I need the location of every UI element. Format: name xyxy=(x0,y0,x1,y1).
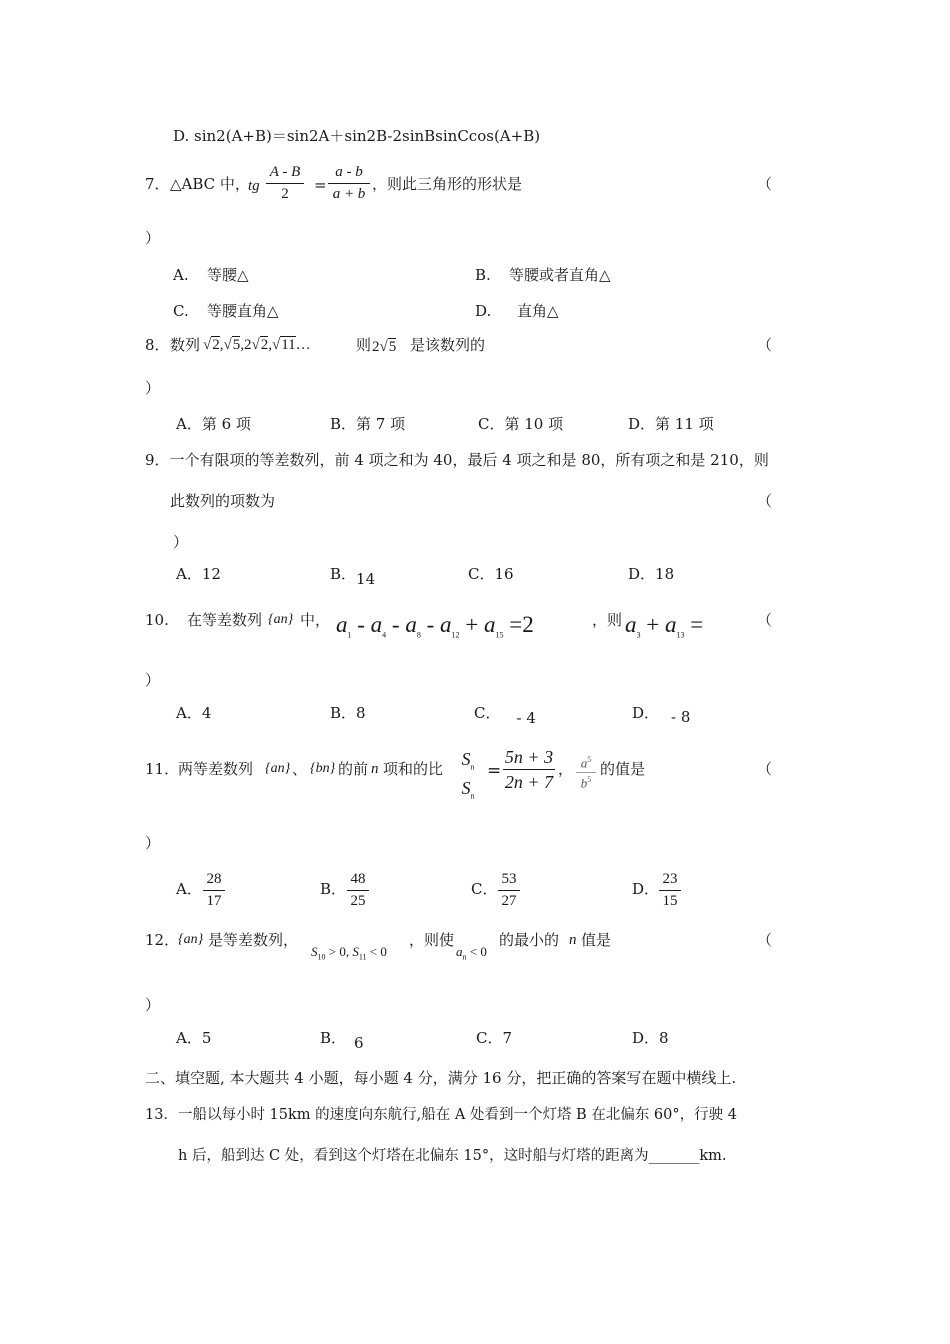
q12-option-b: B． 6 xyxy=(320,1029,364,1052)
q11-equals: = xyxy=(487,761,502,781)
q7-frac1-num: A - B xyxy=(269,164,301,180)
q11-stem-mid: 的前 xyxy=(338,760,369,778)
q7-fraction-2 xyxy=(328,165,370,202)
q9-line-2: 此数列的项数为 xyxy=(170,492,276,510)
q12-paren-open: （ xyxy=(757,931,773,949)
q8-then: 则 xyxy=(356,336,372,354)
q11-stem-mid2: 项和的比 xyxy=(383,760,444,778)
q7-option-b-label: B. xyxy=(475,266,491,284)
q8-sequence: √2,√5,2√2,√11… xyxy=(203,337,311,353)
q13-line-2: h 后，船到达 C 处，看到这个灯塔在北偏东 15°，这时船与灯塔的距离为_______km. xyxy=(178,1148,727,1164)
section-2-heading: 二、填空题, 本大题共 4 小题，每小题 4 分，满分 16 分，把正确的答案写在题中横线上. xyxy=(145,1069,737,1087)
q9-option-b: B．14 xyxy=(330,565,376,588)
q11-option-d-label: D． xyxy=(632,880,660,898)
q7-equals: = xyxy=(314,176,327,194)
q7-paren-close: ） xyxy=(145,229,161,247)
q11-n: n xyxy=(371,761,379,777)
q12-seq: {an} xyxy=(178,932,204,947)
q11-option-c-fraction: 53 27 xyxy=(498,872,520,909)
q8-stem-pre: 数列 xyxy=(170,336,201,354)
q12-cond-2: $a_n < 0$ xyxy=(456,944,487,962)
q12-option-d: D．8 xyxy=(632,1029,669,1047)
q7-stem-pre: △ABC 中， xyxy=(170,175,250,193)
q10-paren-open: （ xyxy=(757,611,773,629)
q11-seq-a: {an} xyxy=(265,761,291,776)
q10-stem-mid: 中， xyxy=(300,611,331,629)
q11-option-c-label: C． xyxy=(471,880,498,898)
q11-option-a-label: A． xyxy=(176,880,202,898)
q10-option-a: A．4 xyxy=(176,704,212,722)
q10-seq-name: {an} xyxy=(268,612,294,627)
q7-option-a-text: 等腰△ xyxy=(207,266,249,284)
q12-n: n xyxy=(569,932,577,948)
q12-number: 12． xyxy=(145,931,180,949)
q7-paren-open: （ xyxy=(757,175,773,193)
q7-option-d-label: D. xyxy=(475,302,492,320)
q11-paren-open: （ xyxy=(757,760,773,778)
q11-seq-b: {bn} xyxy=(310,761,336,776)
q12-stem-end: 值是 xyxy=(581,931,612,949)
q6-option-d: D. sin2(A+B)＝sin2A＋sin2B-2sinBsinCcos(A+B) xyxy=(173,127,541,145)
q7-stem-post: ，则此三角形的形状是 xyxy=(372,175,523,193)
q7-tg: tg xyxy=(248,178,260,194)
q11-ab: $a^5$ $b^5$ xyxy=(576,756,596,790)
q11-ratio: $S_n$ $S_n$ xyxy=(461,749,475,801)
q10-number: 10. xyxy=(145,611,169,629)
q7-option-d-text: 直角△ xyxy=(517,302,559,320)
q11-option-d-fraction: 23 15 xyxy=(659,872,681,909)
q8-stem-post: 是该数列的 xyxy=(410,336,486,354)
q11-paren-close: ） xyxy=(145,834,161,852)
q10-ask: $a_3 + a_{13}$ = xyxy=(625,612,704,640)
q12-then: ，则使 xyxy=(409,931,455,949)
q10-stem-pre: 在等差数列 xyxy=(187,611,263,629)
q7-option-a-label: A. xyxy=(173,266,189,284)
q11-stem-pre: 两等差数列 xyxy=(178,760,254,778)
q12-stem-pre: 是等差数列， xyxy=(208,931,299,949)
q11-comma: ， xyxy=(558,760,574,778)
q8-paren-close: ） xyxy=(145,379,161,397)
q11-option-a-fraction: 28 17 xyxy=(203,872,225,909)
q9-line-1: 9．一个有限项的等差数列，前 4 项之和为 40，最后 4 项之和是 80，所有项之和是 210，则 xyxy=(145,451,769,469)
q12-paren-close: ） xyxy=(145,996,161,1014)
q7-frac2-den: a + b xyxy=(332,186,366,202)
q11-number: 11． xyxy=(145,760,180,778)
q11-rhs: 5n + 3 2n + 7 xyxy=(504,747,554,792)
q12-cond: $S_{10} > 0$, $S_{11} < 0$ xyxy=(311,944,387,962)
q11-option-b-fraction: 48 25 xyxy=(347,872,369,909)
q8-option-a: A．第 6 项 xyxy=(176,415,251,433)
q9-paren-open: （ xyxy=(757,492,773,510)
q12-option-c: C．7 xyxy=(476,1029,513,1047)
q10-option-b: B．8 xyxy=(330,704,366,722)
q12-stem-post: 的最小的 xyxy=(499,931,560,949)
q7-fraction-1 xyxy=(266,165,304,202)
q9-option-d: D．18 xyxy=(628,565,675,583)
q12-option-a: A．5 xyxy=(176,1029,212,1047)
q7-option-c-text: 等腰直角△ xyxy=(207,302,279,320)
q8-target: 2√5 xyxy=(372,339,397,355)
q11-separator: 、 xyxy=(292,760,308,778)
q8-number: 8． xyxy=(145,336,170,354)
q7-option-b-text: 等腰或者直角△ xyxy=(509,266,611,284)
q7-frac1-den: 2 xyxy=(281,186,289,202)
q7-number: 7． xyxy=(145,175,170,193)
q7-frac2-num: a - b xyxy=(335,164,363,180)
q10-then: ，则 xyxy=(592,611,623,629)
q10-equation: $a_1 - a_4 - a_8 - a_{12} + a_{15} =2$ xyxy=(336,612,534,640)
q9-option-c: C．16 xyxy=(468,565,514,583)
q11-stem-post: 的值是 xyxy=(600,760,646,778)
q8-option-d: D．第 11 项 xyxy=(628,415,714,433)
q9-paren-close: ） xyxy=(173,533,189,551)
q10-option-c: C． - 4 xyxy=(474,704,536,727)
q11-option-b-label: B． xyxy=(320,880,347,898)
q8-paren-open: （ xyxy=(757,336,773,354)
q8-option-b: B．第 7 项 xyxy=(330,415,406,433)
q10-paren-close: ） xyxy=(145,671,161,689)
q9-option-a: A．12 xyxy=(176,565,221,583)
q8-option-c: C．第 10 项 xyxy=(478,415,564,433)
q10-option-d: D． - 8 xyxy=(632,704,691,726)
q13-line-1: 13．一船以每小时 15km 的速度向东航行,船在 A 处看到一个灯塔 B 在北偏东 60°，行驶 4 xyxy=(145,1107,737,1123)
q7-option-c-label: C. xyxy=(173,302,189,320)
